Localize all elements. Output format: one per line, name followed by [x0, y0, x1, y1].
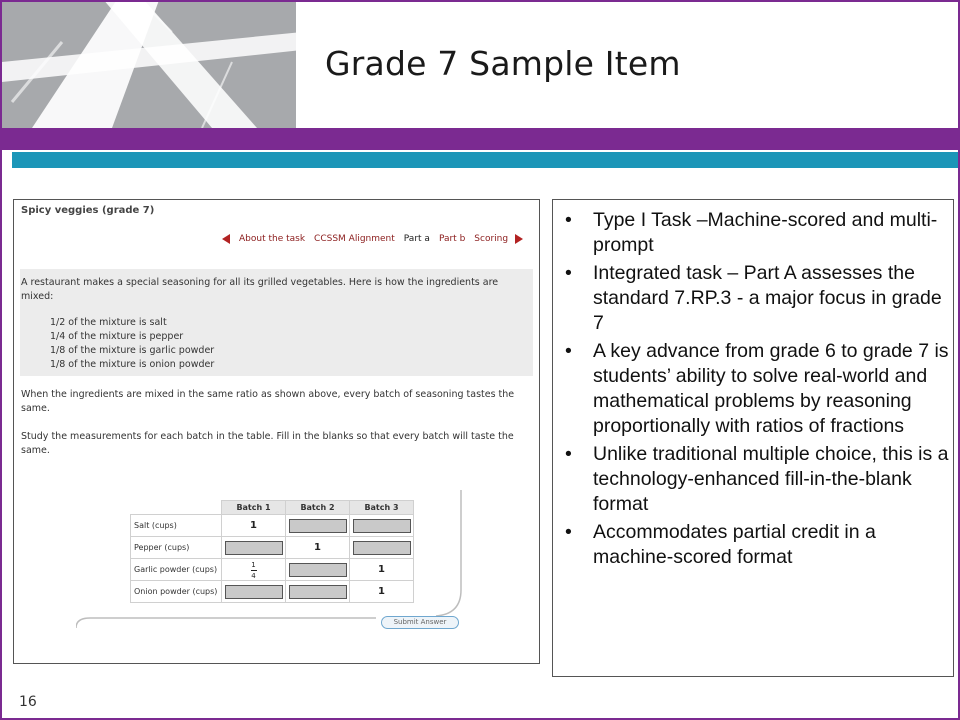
- bullet-item: [565, 339, 949, 439]
- blank-input[interactable]: [353, 519, 411, 533]
- cell-value: 1: [314, 542, 321, 553]
- table-cell: [286, 581, 350, 603]
- mixture-item: 1/8 of the mixture is garlic powder: [50, 345, 215, 356]
- logo-a-mark: [2, 2, 296, 128]
- blank-input[interactable]: [289, 585, 347, 599]
- batch-table: [130, 500, 414, 603]
- right-arrow-icon[interactable]: [515, 234, 523, 244]
- submit-answer-button[interactable]: Submit Answer: [381, 616, 459, 629]
- slide-number: 16: [19, 694, 37, 710]
- table-corner: [131, 501, 222, 515]
- row-label: Pepper (cups): [131, 537, 222, 559]
- left-arrow-icon[interactable]: [222, 234, 230, 244]
- row-label: Salt (cups): [131, 515, 222, 537]
- bullet-glyph: •: [565, 340, 572, 362]
- bullet-glyph: •: [565, 209, 572, 231]
- blank-input[interactable]: [289, 519, 347, 533]
- cell-value: 1: [378, 586, 385, 597]
- bullet-glyph: •: [565, 262, 572, 284]
- table-cell: [222, 581, 286, 603]
- item-title: Spicy veggies (grade 7): [21, 205, 155, 216]
- bullet-item: [565, 442, 949, 517]
- bullet-item: [565, 520, 949, 570]
- mixture-item: 1/8 of the mixture is onion powder: [50, 359, 215, 370]
- nav-about-task[interactable]: About the task: [239, 234, 306, 244]
- nav-part-a[interactable]: Part a: [403, 234, 430, 244]
- logo: [2, 2, 296, 128]
- table-row: [131, 515, 414, 537]
- mixture-list: [50, 316, 214, 372]
- ratio-paragraph: When the ingredients are mixed in the same ratio as shown above, every batch of seasoning tastes the same.: [21, 389, 515, 414]
- instruction-paragraph: Study the measurements for each batch in the table. Fill in the blanks so that every batch will taste the same.: [21, 431, 514, 456]
- blank-input[interactable]: [225, 585, 283, 599]
- bullet-text: A key advance from grade 6 to grade 7 is students’ ability to solve real-world and mathematical problems by reasoning proportionally with ratios of fractions: [593, 340, 949, 437]
- teal-divider-bar: [2, 152, 958, 168]
- nav-ccssm-alignment[interactable]: CCSSM Alignment: [314, 234, 395, 244]
- table-cell: [286, 537, 350, 559]
- slide-title: Grade 7 Sample Item: [325, 44, 681, 83]
- table-cell: [222, 537, 286, 559]
- row-label: Onion powder (cups): [131, 581, 222, 603]
- prompt-text: A restaurant makes a special seasoning for all its grilled vegetables. Here is how the ingredients are mixed:: [21, 277, 499, 302]
- bullet-panel: [552, 199, 954, 677]
- bullet-text: Accommodates partial credit in a machine-scored format: [593, 521, 876, 568]
- table-header: Batch 2: [286, 501, 350, 515]
- table-row: [131, 581, 414, 603]
- table-header: Batch 1: [222, 501, 286, 515]
- fraction-numerator: 1: [251, 560, 256, 569]
- fraction-bar: [251, 570, 257, 571]
- bullet-list: [565, 208, 949, 573]
- task-screenshot: [13, 199, 540, 664]
- bullet-text: Type I Task –Machine-scored and multi-prompt: [593, 209, 938, 256]
- bullet-glyph: •: [565, 443, 572, 465]
- table-cell: [286, 515, 350, 537]
- table-cell: [222, 559, 286, 581]
- bullet-item: [565, 208, 949, 258]
- cell-value: 1: [250, 520, 257, 531]
- table-cell: [286, 559, 350, 581]
- teal-bar-notch: [2, 152, 12, 168]
- table-cell: [350, 581, 414, 603]
- blank-input[interactable]: [225, 541, 283, 555]
- mixture-item: 1/4 of the mixture is pepper: [50, 331, 184, 342]
- blank-input[interactable]: [289, 563, 347, 577]
- table-cell: [222, 515, 286, 537]
- table-row: [131, 537, 414, 559]
- prompt-panel: [20, 269, 533, 376]
- table-header: Batch 3: [350, 501, 414, 515]
- table-cell: [350, 537, 414, 559]
- cell-value: 1: [378, 564, 385, 575]
- purple-divider-bar: [2, 128, 958, 150]
- task-panel: [14, 200, 539, 663]
- task-nav: [222, 231, 523, 247]
- table-cell: [350, 515, 414, 537]
- row-label: Garlic powder (cups): [131, 559, 222, 581]
- table-cell: [350, 559, 414, 581]
- bullet-item: [565, 261, 949, 336]
- bullet-text: Integrated task – Part A assesses the standard 7.RP.3 - a major focus in grade 7: [593, 262, 942, 334]
- table-row: [131, 559, 414, 581]
- fraction-denominator: 4: [251, 571, 256, 580]
- nav-part-b[interactable]: Part b: [438, 234, 466, 244]
- mixture-item: 1/2 of the mixture is salt: [50, 317, 167, 328]
- blank-input[interactable]: [353, 541, 411, 555]
- nav-scoring[interactable]: Scoring: [474, 234, 509, 244]
- bullet-glyph: •: [565, 521, 572, 543]
- fraction-value: [251, 561, 257, 580]
- bullet-text: Unlike traditional multiple choice, this is a technology-enhanced fill-in-the-blank format: [593, 443, 949, 515]
